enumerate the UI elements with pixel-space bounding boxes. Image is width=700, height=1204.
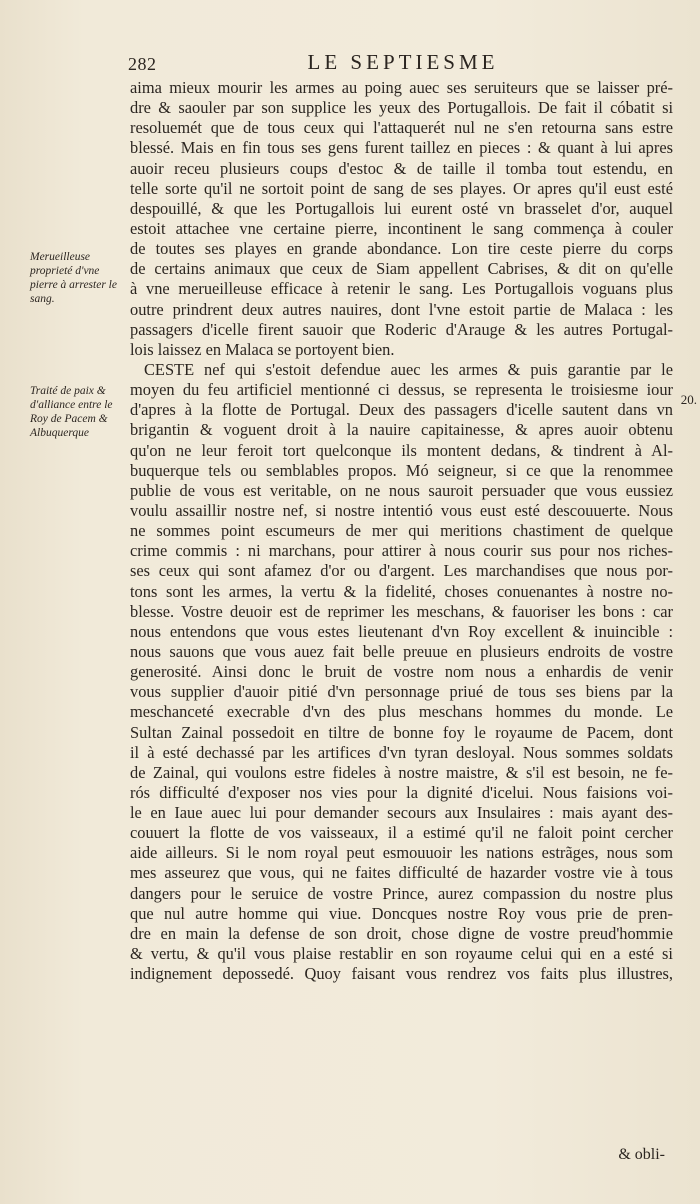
page-number: 282 (128, 54, 157, 74)
text-line: auoir receu plusieurs coups d'estoc & de taille il tomba tout estendu, en (130, 158, 673, 178)
catchword: & obli- (618, 1146, 665, 1163)
running-title: LE SEPTIESME (307, 50, 499, 74)
text-line: blesse. Vostre deuoir est de reprimer les meschans, & fauoriser les bons : car (130, 601, 673, 621)
text-line: aima mieux mourir les armes au poing auec ses seruiteurs que se laisser pré- (130, 78, 673, 97)
text-line: ne sommes point escumeurs de mer qui meritions chastiment de quelque (130, 521, 673, 541)
text-line: couuert la flotte de vos vaisseaux, il a estimé qu'il ne faloit point cercher (130, 823, 673, 843)
text-line: de Zainal, qui voulons estre fideles à nostre maistre, & s'il est besoin, ne fe- (130, 762, 673, 782)
text-line: de toutes ses playes en grande abondance. Lon tire ceste pierre du corps (130, 239, 673, 259)
text-line: despouillé, & que les Portugallois lui eurent osté vn brasselet d'or, auquel (130, 198, 673, 218)
text-line: brigantin & voguent droit à la nauire capitainesse, & apres auoir obtenu (130, 420, 673, 440)
text-line: rós difficulté d'exposer nos vies pour la dignité d'icelui. Nous faisions voi- (130, 782, 673, 802)
text-line: passagers d'icelle firent sauoir que Roderic d'Arauge & les autres Portugal- (130, 319, 673, 339)
text-line: blessé. Mais en fin tous ses gens furent taillez en pieces : & quant à lui apres (130, 138, 673, 158)
text-line: Sultan Zainal possedoit en tiltre de bonne foy le royaume de Pacem, dont (130, 722, 673, 742)
text-line: de certains animaux que ceux de Siam appellent Cabrises, & dit on qu'elle (130, 259, 673, 279)
text-line: aide ailleurs. Si le nom royal peut esmouuoir les nations estrãges, nous som (130, 843, 673, 863)
text-line: dre & saouler par son supplice les yeux des Portugallois. De fait il cóbatit si (130, 98, 673, 118)
text-line: voulu assaillir nostre nef, si nostre intentió vous eust esté descouuerte. Nous (130, 500, 673, 520)
text-line: tons sont les armes, la vertu & la fidelité, choses conuenantes à nostre no- (130, 581, 673, 601)
text-line: moyen du feu artificiel mentionné ci dessus, se representa le troisiesme iour (130, 380, 673, 400)
text-line: mes asseurez que vous, qui ne faites difficulté de hazarder vostre vie à tous (130, 863, 673, 883)
text-line: nous entendons que vous estes lieutenant d'vn Roy excellent & inuincible : (130, 621, 673, 641)
text-line: il à esté dechassé par les artifices d'vn tyran desloyal. Nous sommes soldats (130, 742, 673, 762)
side-mark: 20. (680, 392, 697, 407)
text-line: dre en main la defense de son droit, chose digne de vostre preud'hommie (130, 923, 673, 943)
text-line: nous sauons que vous auez fait belle preuue en plusieurs endroits de vostre (130, 641, 673, 661)
text-line: buquerque tels ou semblables propos. Mó seigneur, si ce que la renommee (130, 460, 673, 480)
text-line: qu'on ne leur feroit tort quelconque ils montent dedans, & tindrent à Al- (130, 440, 673, 460)
text-line: telle sorte qu'il ne sortoit point de sang de ses playes. Or apres qu'il eust esté (130, 178, 673, 198)
text-line: & vertu, & qu'il vous plaise restablir en son royaume celui qui en a esté si (130, 944, 673, 964)
text-line: que nul autre homme qui viue. Doncques nostre Roy vous prie de pren- (130, 903, 673, 923)
text-line: estoit attachee vne certaine pierre, incontinent le sang commença à couler (130, 218, 673, 238)
text-line: d'apres à la flotte de Portugal. Deux des passagers d'icelle sautent dans vn (130, 400, 673, 420)
text-line: publie de vous est veritable, on ne nous sauroit persuader que vous eussiez (130, 480, 673, 500)
text-line: outre prindrent deux autres nauires, dont l'vne estoit partie de Malaca : les (130, 299, 673, 319)
text-line: vous supplier d'auoir pitié d'vn personnage priué de tous ses biens par la (130, 682, 673, 702)
text-line: dangers pour le seruice de vostre Prince, aurez compassion du nostre plus (130, 883, 673, 903)
text-line: CESTE nef qui s'estoit defendue auec les armes & puis garantie par le (144, 359, 673, 379)
text-line: crime commis : ni marchans, pour attirer à nous courir sus pour nos riches- (130, 541, 673, 561)
text-line: meschanceté execrable d'vn des plus meschans hommes du monde. Le (130, 702, 673, 722)
text-line: à vne merueilleuse efficace à retenir le sang. Les Portugallois voguans plus (130, 279, 673, 299)
margin-note: Merueilleuse proprieté d'vne pierre à arrester le sang. (30, 251, 117, 305)
text-line: indignement depossedé. Quoy faisant vous rendrez vos faits plus illustres, (130, 964, 673, 984)
text-line: le en Iaue auec lui pour demander secours aux Insulaires : mais ayant des- (130, 803, 673, 823)
page-header (118, 48, 688, 78)
margin-note: Traité de paix & d'alliance entre le Roy de Pacem & Albuquerque (30, 385, 113, 439)
text-line: ses ceux qui sont afamez d'or ou d'argent. Les marchandises que nous por- (130, 561, 673, 581)
text-line: lois laissez en Malaca se portoyent bien. (130, 339, 395, 359)
text-line: generosité. Ainsi donc le bruit de vostre nom nous a enhardis de venir (130, 662, 673, 682)
text-line: resoluemét que de tous ceux qui l'attaquerét nul ne s'en retourna sans estre (130, 118, 673, 138)
body-text (130, 78, 673, 984)
